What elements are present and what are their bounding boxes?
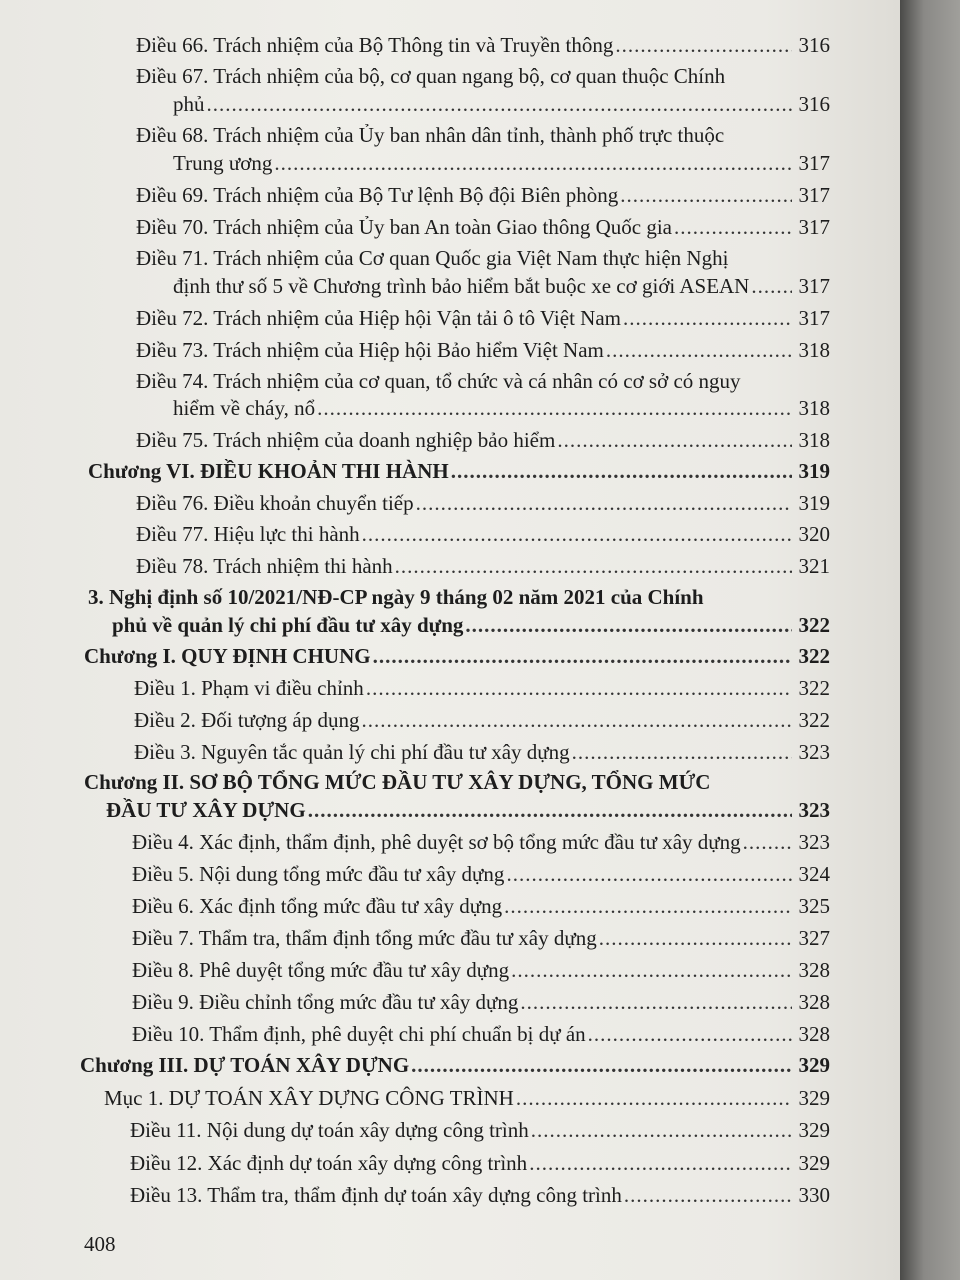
toc-page-number: 322 xyxy=(798,708,830,732)
toc-page-number: 322 xyxy=(798,644,830,668)
toc-page-number: 323 xyxy=(798,830,830,854)
toc-entry: hiểm về cháy, nổ ..... 318 xyxy=(173,393,830,423)
toc-page-number: 330 xyxy=(798,1183,830,1207)
toc-page-number: 329 xyxy=(798,1151,830,1175)
toc-entry-first-line: Điều 71. Trách nhiệm của Cơ quan Quốc gia Việt Nam thực hiện Nghị xyxy=(136,246,729,270)
toc-entry: Điều 1. Phạm vi điều chỉnh ..... 322 xyxy=(134,673,830,703)
toc-page-number: 328 xyxy=(798,958,830,982)
toc-page-number: 316 xyxy=(798,92,830,116)
toc-page-number: 322 xyxy=(798,676,830,700)
toc-page-number: 322 xyxy=(798,613,830,637)
toc-page-number: 319 xyxy=(798,459,830,483)
toc-page-number: 317 xyxy=(798,274,830,298)
toc-page-number: 320 xyxy=(798,522,830,546)
toc-entry: Điều 8. Phê duyệt tổng mức đầu tư xây dựng ..... 328 xyxy=(132,955,830,985)
toc-page-number: 323 xyxy=(798,740,830,764)
toc-page-number: 328 xyxy=(798,990,830,1014)
toc-entry: định thư số 5 về Chương trình bảo hiểm bắt buộc xe cơ giới ASEAN ..... 317 xyxy=(173,271,830,301)
toc-page-number: 324 xyxy=(798,862,830,886)
toc-subsection: Mục 1. DỰ TOÁN XÂY DỰNG CÔNG TRÌNH ..... 329 xyxy=(104,1083,830,1113)
toc-entry: Điều 75. Trách nhiệm của doanh nghiệp bảo hiểm ..... 318 xyxy=(136,425,830,455)
toc-page-number: 325 xyxy=(798,894,830,918)
toc-entry: Điều 9. Điều chỉnh tổng mức đầu tư xây dựng ..... 328 xyxy=(132,987,830,1017)
toc-entry: Điều 5. Nội dung tổng mức đầu tư xây dựng ..... 324 xyxy=(132,859,830,889)
toc-entry-first-line: Điều 67. Trách nhiệm của bộ, cơ quan ngang bộ, cơ quan thuộc Chính xyxy=(136,64,726,88)
toc-page-number: 328 xyxy=(798,1022,830,1046)
toc-entry: Điều 13. Thẩm tra, thẩm định dự toán xây dựng công trình ..... 330 xyxy=(130,1180,830,1210)
toc-entry: Điều 78. Trách nhiệm thi hành ..... 321 xyxy=(136,551,830,581)
toc-entry: Điều 6. Xác định tổng mức đầu tư xây dựng ..... 325 xyxy=(132,891,830,921)
toc-page-number: 317 xyxy=(798,151,830,175)
toc-entry-first-line: Điều 68. Trách nhiệm của Ủy ban nhân dân tỉnh, thành phố trực thuộc xyxy=(136,123,725,147)
toc-page-number: 317 xyxy=(798,215,830,239)
toc-page-number: 321 xyxy=(798,554,830,578)
toc-entry: Điều 11. Nội dung dự toán xây dựng công trình ..... 329 xyxy=(130,1115,830,1145)
toc-page-number: 318 xyxy=(798,428,830,452)
toc-entry: Điều 72. Trách nhiệm của Hiệp hội Vận tải ô tô Việt Nam ..... 317 xyxy=(136,303,830,333)
toc-page-number: 329 xyxy=(798,1118,830,1142)
toc-chapter: Chương I. QUY ĐỊNH CHUNG ..... 322 xyxy=(84,641,830,671)
toc-chapter: Chương III. DỰ TOÁN XÂY DỰNG ..... 329 xyxy=(80,1050,830,1080)
toc-entry: Điều 66. Trách nhiệm của Bộ Thông tin và Truyền thông ..... 316 xyxy=(136,30,830,60)
toc-entry: Điều 76. Điều khoản chuyển tiếp ..... 319 xyxy=(136,488,830,518)
toc-page-number: 318 xyxy=(798,396,830,420)
toc-page-number: 329 xyxy=(798,1086,830,1110)
toc-entry: Điều 10. Thẩm định, phê duyệt chi phí chuẩn bị dự án ..... 328 xyxy=(132,1019,830,1049)
toc-entry: Điều 73. Trách nhiệm của Hiệp hội Bảo hiểm Việt Nam ..... 318 xyxy=(136,335,830,365)
toc-chapter-first-line: Chương II. SƠ BỘ TỔNG MỨC ĐẦU TƯ XÂY DỰNG, TỔNG MỨC xyxy=(84,770,711,794)
toc-page-number: 318 xyxy=(798,338,830,362)
toc-page-number: 317 xyxy=(798,306,830,330)
toc-entry: Điều 3. Nguyên tắc quản lý chi phí đầu tư xây dựng ..... 323 xyxy=(134,737,830,767)
toc-page-number: 319 xyxy=(798,491,830,515)
toc-entry-first-line: Điều 74. Trách nhiệm của cơ quan, tổ chức và cá nhân có cơ sở có nguy xyxy=(136,369,741,393)
toc-entry: Điều 69. Trách nhiệm của Bộ Tư lệnh Bộ đội Biên phòng ..... 317 xyxy=(136,180,830,210)
toc-chapter: ĐẦU TƯ XÂY DỰNG ..... 323 xyxy=(106,795,830,825)
toc-page-number: 329 xyxy=(798,1053,830,1077)
toc-page-number: 327 xyxy=(798,926,830,950)
page-number: 408 xyxy=(84,1232,116,1256)
toc-entry: Điều 7. Thẩm tra, thẩm định tổng mức đầu tư xây dựng ..... 327 xyxy=(132,923,830,953)
book-edge xyxy=(900,0,960,1280)
toc-entry: Điều 70. Trách nhiệm của Ủy ban An toàn Giao thông Quốc gia ..... 317 xyxy=(136,212,830,242)
toc-entry: Trung ương ..... 317 xyxy=(173,148,830,178)
toc-page-number: 323 xyxy=(798,798,830,822)
toc-page-number: 317 xyxy=(798,183,830,207)
toc-chapter: Chương VI. ĐIỀU KHOẢN THI HÀNH ..... 319 xyxy=(88,456,830,486)
toc-section: phủ về quản lý chi phí đầu tư xây dựng ..... 322 xyxy=(112,610,830,640)
toc-section-first-line: 3. Nghị định số 10/2021/NĐ-CP ngày 9 tháng 02 năm 2021 của Chính xyxy=(88,585,704,609)
toc-entry: Điều 4. Xác định, thẩm định, phê duyệt sơ bộ tổng mức đầu tư xây dựng ..... 323 xyxy=(132,827,830,857)
toc-entry: Điều 77. Hiệu lực thi hành ..... 320 xyxy=(136,519,830,549)
toc-entry: Điều 2. Đối tượng áp dụng ..... 322 xyxy=(134,705,830,735)
toc-entry: Điều 12. Xác định dự toán xây dựng công trình ..... 329 xyxy=(130,1148,830,1178)
toc-page-number: 316 xyxy=(798,33,830,57)
toc-entry: phủ ..... 316 xyxy=(173,89,830,119)
